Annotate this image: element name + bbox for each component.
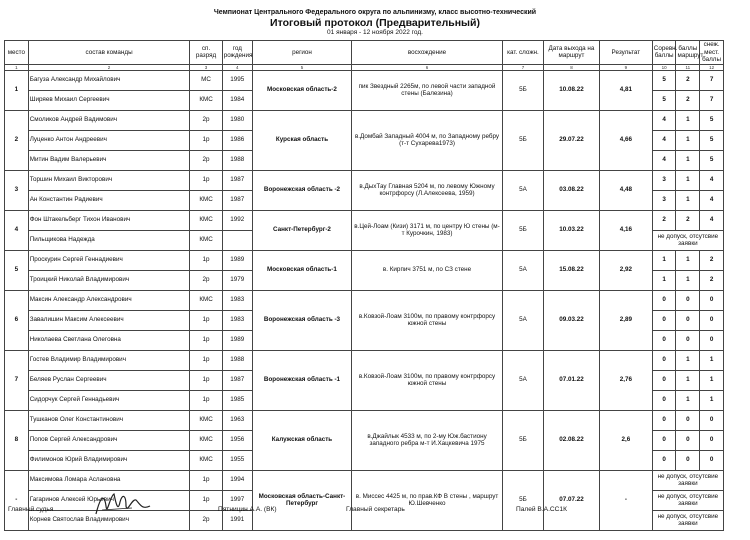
score-cell: 0 [652,350,676,370]
score-cell: 4 [652,130,676,150]
member-year: 1963 [222,410,252,430]
score-cell: 0 [652,410,676,430]
column-number: 3 [190,64,222,70]
member-rank: 1р [190,130,222,150]
score-cell: 4 [652,110,676,130]
member-year: 1992 [222,210,252,230]
col-extra-points: снеж. мест. баллы [700,41,724,65]
score-cell: 4 [652,150,676,170]
member-year: 1987 [222,170,252,190]
extra-points-cell: 0 [700,290,724,310]
region-cell: Московская область-1 [252,250,351,290]
member-year: 1987 [222,190,252,210]
not-admitted-note: не допуск, отсутсвие заявки [652,490,723,510]
member-year: 1984 [222,90,252,110]
date-cell: 02.08.22 [543,410,599,470]
member-year: 1980 [222,110,252,130]
route-points-cell: 1 [676,170,700,190]
score-cell: 0 [652,330,676,350]
column-number: 10 [652,64,676,70]
member-year: 1983 [222,290,252,310]
member-name: Луценко Антон Андреевич [28,130,190,150]
column-number: 9 [599,64,652,70]
member-name: Тушканов Олег Константинович [28,410,190,430]
member-rank: 1р [190,310,222,330]
col-team: состав команды [28,41,190,65]
member-name: Николаева Светлана Олеговна [28,330,190,350]
member-year: 1988 [222,150,252,170]
score-cell: 0 [652,390,676,410]
member-name: Попов Сергей Александрович [28,430,190,450]
secretary-label: Главный секретарь [346,506,405,513]
member-year: 1985 [222,390,252,410]
category-cell: 5А [502,250,543,290]
column-number: 5 [252,64,351,70]
member-name: Сидорчук Сергей Геннадьевич [28,390,190,410]
member-name: Корнев Святослав Владимирович [28,510,190,530]
route-points-cell: 0 [676,410,700,430]
result-cell: 2,89 [599,290,652,350]
member-year: 1979 [222,270,252,290]
route-points-cell: 1 [676,270,700,290]
place-cell: - [5,470,29,530]
column-number: 6 [352,64,503,70]
judge-label: Главный судья [8,506,54,513]
not-admitted-note: не допуск, отсутсвие заявки [652,510,723,530]
extra-points-cell: 5 [700,110,724,130]
member-rank: КМС [190,190,222,210]
table-row [5,350,724,370]
member-year: 1991 [222,510,252,530]
member-name: Багуза Александр Михайлович [28,70,190,90]
result-cell: 4,81 [599,70,652,110]
member-name: Проскурин Сергей Геннадиевич [28,250,190,270]
region-cell: Воронежская область -2 [252,170,351,210]
member-year: 1989 [222,250,252,270]
member-year: 1983 [222,310,252,330]
secretary-name: Палей В.А.СС1К [516,506,567,513]
member-rank: 1р [190,330,222,350]
ascent-cell: в.Джайлык 4533 м, по 2-му Юж.бастиону западного ребра м-т И.Хацкевича 1975 [352,410,503,470]
route-points-cell: 1 [676,350,700,370]
score-cell: 1 [652,270,676,290]
member-year [222,230,252,250]
date-cell: 15.08.22 [543,250,599,290]
route-points-cell: 1 [676,190,700,210]
extra-points-cell: 0 [700,310,724,330]
judge-signature [92,488,156,522]
ascent-cell: в.ДыхТау Главная 5204 м, по левому Южному контрфорсу (Л.Алексеева, 1959) [352,170,503,210]
championship-title: Чемпионат Центрального Федерального округа по альпинизму, класс высотно-технический [213,9,537,16]
place-cell: 4 [5,210,29,250]
member-rank: 2р [190,270,222,290]
member-rank: КМС [190,90,222,110]
route-points-cell: 1 [676,390,700,410]
result-cell: 2,76 [599,350,652,410]
table-row [5,110,724,130]
route-points-cell: 0 [676,430,700,450]
route-points-cell: 2 [676,90,700,110]
member-name: Торшин Михаил Викторович [28,170,190,190]
header-row [5,41,724,65]
member-year: 1955 [222,450,252,470]
route-points-cell: 1 [676,370,700,390]
ascent-cell: пик Звездный 2265м, по левой части западной стены (Балезина) [352,70,503,110]
table-row [5,470,724,490]
member-year: 1989 [222,330,252,350]
score-cell: 0 [652,370,676,390]
category-cell: 5Б [502,410,543,470]
member-year: 1987 [222,370,252,390]
region-cell: Воронежская область -1 [252,350,351,410]
ascent-cell: в.Домбай Западный 4004 м, по Западному ребру (т-т Сухарева1973) [352,110,503,170]
member-name: Гостев Владимир Владимирович [28,350,190,370]
col-place: место [5,41,29,65]
table-row [5,170,724,190]
member-name: Ан Константин Радиевич [28,190,190,210]
member-rank: КМС [190,290,222,310]
col-year: год рождения [222,41,252,65]
member-rank: 1р [190,350,222,370]
extra-points-cell: 0 [700,430,724,450]
member-rank: 1р [190,390,222,410]
member-name: Беляев Руслан Сергеевич [28,370,190,390]
region-cell: Воронежская область -3 [252,290,351,350]
member-name: Фон Штакельберг Тихон Иванович [28,210,190,230]
table-row [5,410,724,430]
category-cell: 5Б [502,70,543,110]
col-category: кат. сложн. [502,41,543,65]
region-cell: Московская область-2 [252,70,351,110]
result-cell: 4,66 [599,110,652,170]
column-number: 4 [222,64,252,70]
extra-points-cell: 0 [700,450,724,470]
extra-points-cell: 4 [700,210,724,230]
table-row [5,250,724,270]
member-rank: 1р [190,490,222,510]
extra-points-cell: 2 [700,270,724,290]
place-cell: 6 [5,290,29,350]
route-points-cell: 0 [676,450,700,470]
member-rank: 1р [190,170,222,190]
result-cell: 4,16 [599,210,652,250]
member-name: Гагаринов Алексей Юрьевич [28,490,190,510]
extra-points-cell: 0 [700,330,724,350]
result-cell: - [599,470,652,530]
date-cell: 07.01.22 [543,350,599,410]
table-row [5,290,724,310]
protocol-header [0,8,750,37]
member-name: Смоликов Андрей Вадимович [28,110,190,130]
member-rank: 1р [190,370,222,390]
member-rank: 1р [190,250,222,270]
member-year: 1988 [222,350,252,370]
ascent-cell: в.Цей-Лоам (Кизи) 3171 м, по центру Ю стены (м-т Курочкин, 1983) [352,210,503,250]
ascent-cell: в.Ковзой-Лоам 3100м, по правому контрфорсу южной стены [352,290,503,350]
score-cell: 5 [652,90,676,110]
column-number: 11 [676,64,700,70]
member-rank: КМС [190,230,222,250]
member-year: 1995 [222,70,252,90]
date-cell: 03.08.22 [543,170,599,210]
member-rank: КМС [190,410,222,430]
category-cell: 5Б [502,210,543,250]
member-rank: 2р [190,150,222,170]
signature-footer [0,502,750,532]
column-number: 7 [502,64,543,70]
column-number: 8 [543,64,599,70]
col-route-points: баллы маршрут [676,41,700,65]
member-rank: КМС [190,210,222,230]
region-cell: Московская область-Санкт-Петербург [252,470,351,530]
table-row [5,70,724,90]
region-cell: Санкт-Петербург-2 [252,210,351,250]
member-rank: 2р [190,510,222,530]
date-cell: 29.07.22 [543,110,599,170]
route-points-cell: 2 [676,210,700,230]
protocol-title: Итоговый протокол (Предварительный) [270,17,480,29]
member-name: Ширяев Михаил Сергеевич [28,90,190,110]
table-row [5,210,724,230]
score-cell: 0 [652,290,676,310]
extra-points-cell: 7 [700,70,724,90]
col-rank: сп. разряд [190,41,222,65]
judge-name: Пятницин А.А. (ВК) [218,506,277,513]
place-cell: 3 [5,170,29,210]
extra-points-cell: 4 [700,190,724,210]
col-ascent: восхождение [352,41,503,65]
extra-points-cell: 0 [700,410,724,430]
score-cell: 3 [652,170,676,190]
category-cell: 5Б [502,470,543,530]
member-rank: КМС [190,450,222,470]
category-cell: 5А [502,170,543,210]
ascent-cell: в.Ковзой-Лоам 3100м, по правому контрфорсу южной стены [352,350,503,410]
column-number: 1 [5,64,29,70]
member-rank: 2р [190,110,222,130]
member-name: Пильщикова Надежда [28,230,190,250]
extra-points-cell: 1 [700,370,724,390]
member-name: Митин Вадим Валерьевич [28,150,190,170]
member-year: 1994 [222,470,252,490]
route-points-cell: 0 [676,330,700,350]
column-number: 12 [700,64,724,70]
extra-points-cell: 5 [700,130,724,150]
col-date: Дата выхода на маршрут [543,41,599,65]
category-cell: 5Б [502,110,543,170]
place-cell: 2 [5,110,29,170]
member-name: Максин Александр Александрович [28,290,190,310]
place-cell: 5 [5,250,29,290]
extra-points-cell: 1 [700,390,724,410]
member-name: Филимонов Юрий Владимирович [28,450,190,470]
category-cell: 5А [502,290,543,350]
member-year: 1997 [222,490,252,510]
not-admitted-note: не допуск, отсутсвие заявки [652,230,723,250]
member-rank: 1р [190,470,222,490]
route-points-cell: 1 [676,150,700,170]
date-cell: 10.03.22 [543,210,599,250]
member-name: Максимова Ломара Аслановна [28,470,190,490]
extra-points-cell: 2 [700,250,724,270]
route-points-cell: 0 [676,290,700,310]
score-cell: 0 [652,450,676,470]
result-cell: 2,92 [599,250,652,290]
date-cell: 07.07.22 [543,470,599,530]
route-points-cell: 1 [676,110,700,130]
place-cell: 8 [5,410,29,470]
date-cell: 09.03.22 [543,290,599,350]
ascent-cell: в. Миссес 4425 м, по прав.КФ В стены , маршрут Ю.Шевченко [352,470,503,530]
route-points-cell: 0 [676,310,700,330]
results-table [4,40,724,531]
score-cell: 1 [652,250,676,270]
column-number: 2 [28,64,190,70]
member-name: Троицкий Николай Владимирович [28,270,190,290]
region-cell: Калужская область [252,410,351,470]
col-region: регион [252,41,351,65]
extra-points-cell: 7 [700,90,724,110]
not-admitted-note: не допуск, отсутсвие заявки [652,470,723,490]
route-points-cell: 1 [676,130,700,150]
score-cell: 2 [652,210,676,230]
score-cell: 0 [652,430,676,450]
extra-points-cell: 4 [700,170,724,190]
score-cell: 3 [652,190,676,210]
member-year: 1956 [222,430,252,450]
score-cell: 5 [652,70,676,90]
member-rank: КМС [190,430,222,450]
category-cell: 5А [502,350,543,410]
col-result: Результат [599,41,652,65]
result-cell: 4,48 [599,170,652,210]
route-points-cell: 1 [676,250,700,270]
place-cell: 7 [5,350,29,410]
score-cell: 0 [652,310,676,330]
col-scores: Соревн. баллы [652,41,676,65]
result-cell: 2,6 [599,410,652,470]
member-year: 1986 [222,130,252,150]
region-cell: Курская область [252,110,351,170]
route-points-cell: 2 [676,70,700,90]
member-rank: МС [190,70,222,90]
protocol-dates: 01 января - 12 ноября 2022 год. [327,29,423,36]
place-cell: 1 [5,70,29,110]
ascent-cell: в. Кирпич 3751 м, по СЗ стене [352,250,503,290]
date-cell: 10.08.22 [543,70,599,110]
member-name: Завалишин Максим Алексеевич [28,310,190,330]
extra-points-cell: 5 [700,150,724,170]
extra-points-cell: 1 [700,350,724,370]
